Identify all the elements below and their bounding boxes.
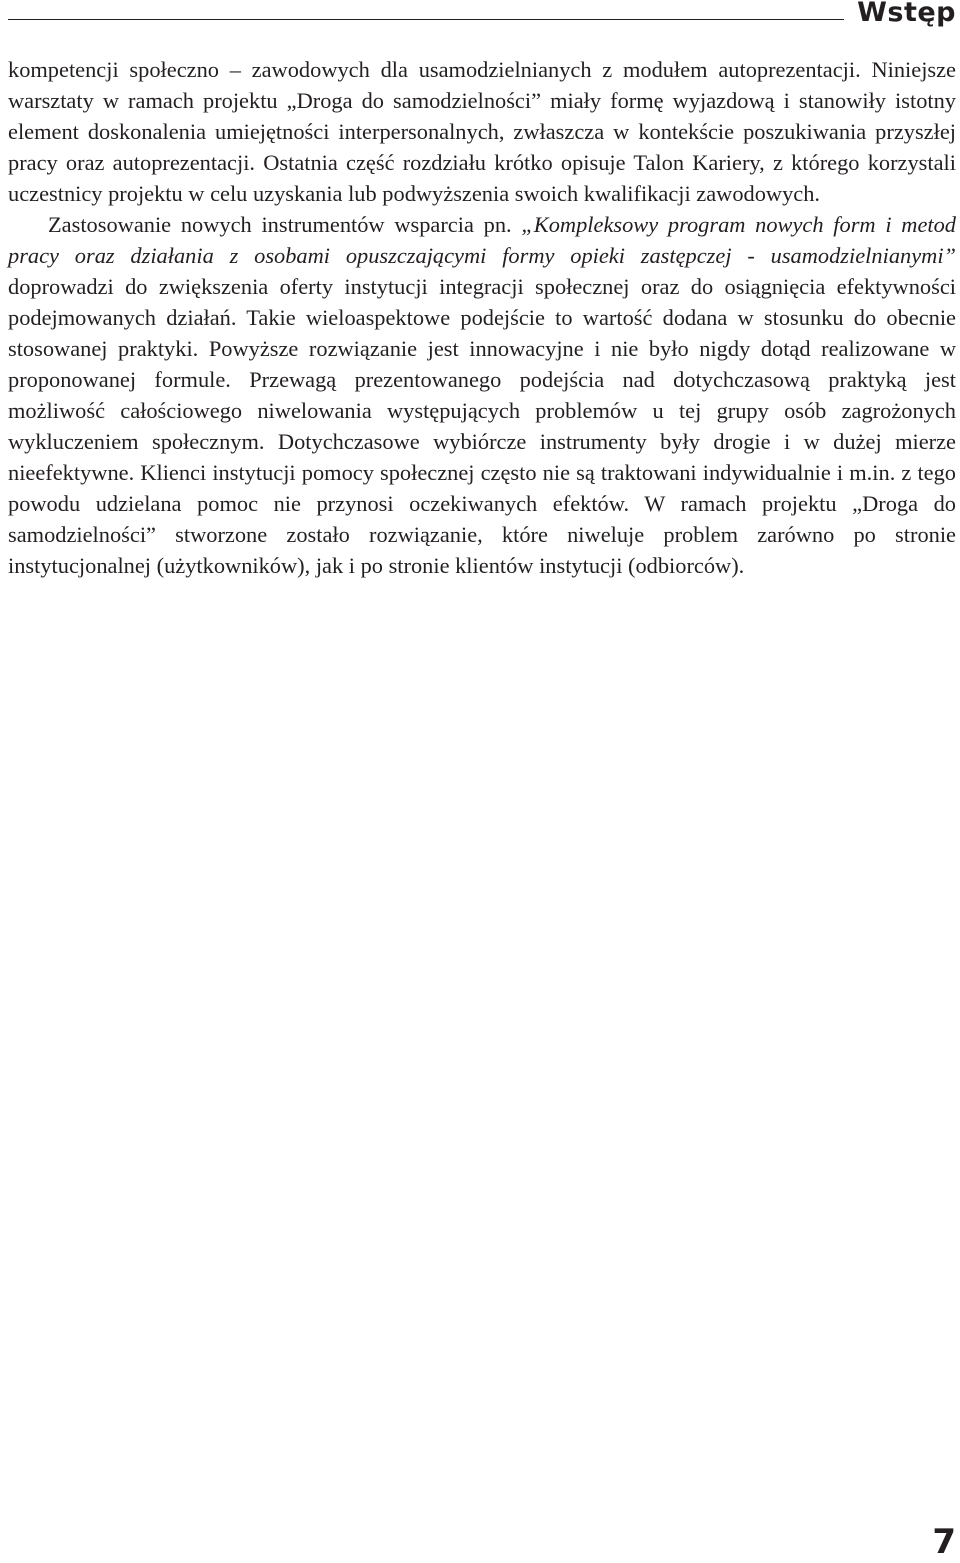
paragraph-rest: doprowadzi do zwiększenia oferty instytucji integracji społecznej oraz do osiągnięcia efektywności podejmowanych działań. Takie wieloaspektowe podejście to wartość dodana w stosunku do obecnie stosowanej praktyki. Powyższe rozwiązanie jest innowacyjne i nie było nigdy dotąd realizowane w proponowanej formule. Przewagą prezentowanego podejścia nad dotychczasową praktyką jest możliwość całościowego niwelowania występujących problemów u tej grupy osób zagrożonych wykluczeniem społecznym. Dotychczasowe wybiórcze instrumenty były drogie i w dużej mierze nieefektywne. Klienci instytucji pomocy społecznej często nie są traktowani indywidualnie i m.in. z tego powodu udzielana pomoc nie przynosi oczekiwanych efektów. W ramach projektu „Droga do samodzielności” stworzone zostało rozwiązanie, które niweluje problem zarówno po stronie instytucjonalnej (użytkowników), jak i po stronie klientów instytucji (odbiorców). bbox=[8, 274, 956, 578]
page-number: 7 bbox=[932, 1522, 956, 1562]
body-text bbox=[8, 54, 956, 581]
section-title: Wstęp bbox=[857, 0, 956, 28]
paragraph-intro: Zastosowanie nowych instrumentów wsparcia pn. bbox=[48, 212, 522, 237]
program-title-italic: „Kompleksowy program nowych form i metod pracy oraz działania z osobami opuszczającymi formy opieki zastępczej - usamodzielnianymi” bbox=[8, 212, 956, 268]
paragraph bbox=[8, 209, 956, 581]
paragraph: kompetencji społeczno – zawodowych dla usamodzielnianych z modułem autoprezentacji. Niniejsze warsztaty w ramach projektu „Droga do samodzielności” miały formę wyjazdową i stanowiły istotny element doskonalenia umiejętności interpersonalnych, zwłaszcza w kontekście poszukiwania przyszłej pracy oraz autoprezentacji. Ostatnia część rozdziału krótko opisuje Talon Kariery, z którego korzystali uczestnicy projektu w celu uzyskania lub podwyższenia swoich kwalifikacji zawodowych. bbox=[8, 57, 956, 206]
header-rule bbox=[8, 19, 844, 20]
